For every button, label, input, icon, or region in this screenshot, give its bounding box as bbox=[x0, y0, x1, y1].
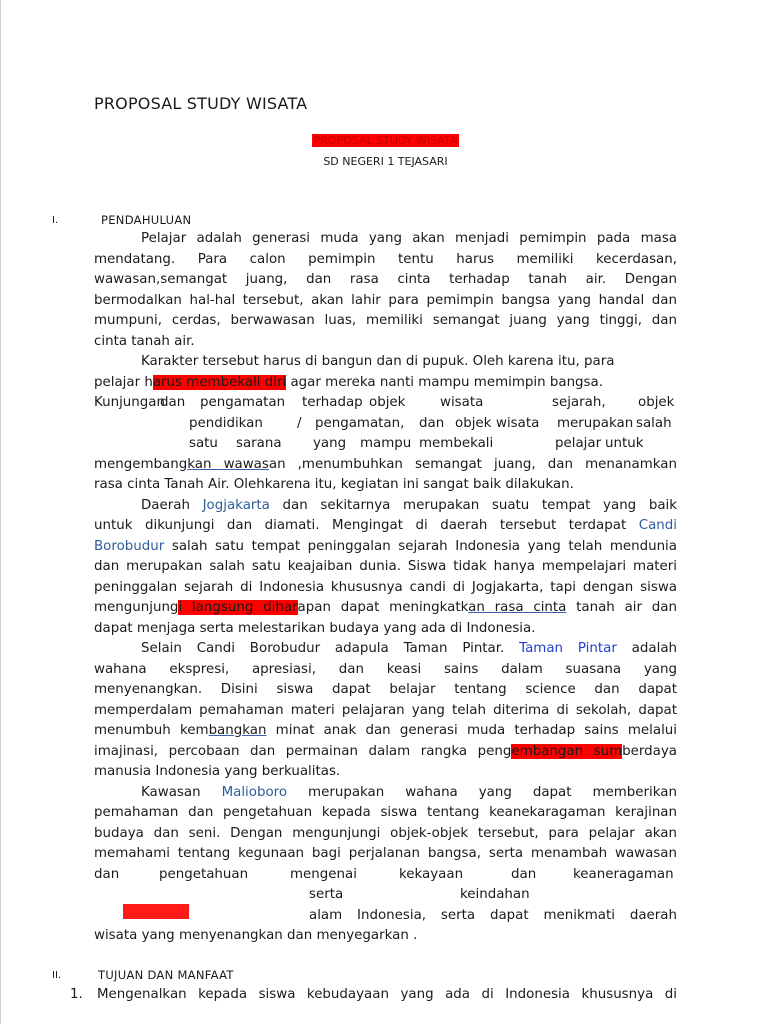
section-number: II. bbox=[52, 970, 62, 981]
text-run: mengembang bbox=[94, 457, 188, 472]
text-run: apan dapat meningkatk bbox=[297, 600, 469, 615]
text-run: tanah air dan bbox=[566, 600, 678, 615]
highlighted-text: i langsung dihar bbox=[178, 600, 298, 615]
underlined-text: kan wawas bbox=[187, 457, 269, 472]
section-heading: TUJUAN DAN MANFAAT bbox=[98, 968, 234, 982]
highlighted-title: PROPOSAL STUDY WISATA bbox=[313, 134, 458, 147]
paragraph-line: memperdalam pemahaman materi pelajaran yang telah diterima di sekolah, dapat bbox=[94, 703, 677, 718]
text-run: minat anak dan generasi muda terhadap sains melalui bbox=[266, 723, 678, 738]
word: dan bbox=[94, 867, 120, 882]
word: sejarah, bbox=[552, 395, 606, 410]
text-run: berdaya bbox=[622, 744, 678, 759]
text-run: untuk dikunjungi dan diamati. Mengingat di daerah tersebut terdapat bbox=[94, 518, 639, 533]
word: dan bbox=[511, 867, 537, 882]
paragraph-line: rasa cinta Tanah Air. Olehkarena itu, kegiatan ini sangat baik dilakukan. bbox=[94, 477, 574, 492]
text-run: Daerah bbox=[141, 498, 203, 513]
place-name: Candi bbox=[638, 518, 677, 533]
place-name: Taman Pintar bbox=[519, 641, 617, 656]
paragraph-line: mendatang. Para calon pemimpin tentu harus memiliki kecerdasan, bbox=[94, 252, 677, 267]
word: membekali bbox=[419, 436, 494, 451]
text-run: imajinasi, percobaan dan permainan dalam rangka peng bbox=[94, 744, 512, 759]
word: merupakan bbox=[557, 416, 634, 431]
word: dan bbox=[160, 395, 186, 410]
paragraph-line bbox=[94, 455, 677, 475]
word: objek bbox=[638, 395, 675, 410]
paragraph-line bbox=[94, 783, 677, 803]
paragraph-line: pemahaman dan pengetahuan kepada siswa tentang keanekaragaman kerajinan bbox=[94, 805, 677, 820]
section-heading: PENDAHULUAN bbox=[101, 213, 192, 227]
paragraph-line: dapat menjaga serta melestarikan budaya yang ada di Indonesia. bbox=[94, 621, 536, 636]
red-highlight-block bbox=[123, 904, 189, 919]
paragraph-line bbox=[94, 496, 677, 516]
word: objek bbox=[455, 416, 492, 431]
word: / bbox=[297, 416, 302, 431]
word: mampu bbox=[360, 436, 412, 451]
word: untuk bbox=[605, 436, 644, 451]
text-run: Selain Candi Borobudur adapula Taman Pintar. bbox=[141, 641, 520, 656]
word: mengenai bbox=[290, 867, 357, 882]
paragraph-line: bermodalkan hal-hal tersebut, akan lahir para pemimpin bangsa yang handal dan bbox=[94, 293, 677, 308]
word: sarana bbox=[236, 436, 282, 451]
text-run: merupakan wahana yang dapat memberikan bbox=[287, 785, 677, 800]
highlighted-text: embangan sum bbox=[511, 744, 623, 759]
paragraph-line: cinta tanah air. bbox=[94, 334, 195, 349]
document-title: PROPOSAL STUDY WISATA bbox=[94, 94, 308, 113]
place-name: Borobudur bbox=[94, 539, 165, 554]
underlined-text: bangkan bbox=[208, 723, 267, 738]
paragraph-line: wisata yang menyenangkan dan menyegarkan . bbox=[94, 928, 418, 943]
paragraph-line: wahana ekspresi, apresiasi, dan keasi sains dalam suasana yang bbox=[94, 662, 677, 677]
paragraph-line bbox=[94, 598, 677, 618]
text-run: mengunjung bbox=[94, 600, 179, 615]
highlighted-text: arus membekali diri bbox=[152, 375, 287, 390]
word: satu bbox=[189, 436, 218, 451]
school-name: SD NEGERI 1 TEJASARI bbox=[323, 155, 448, 168]
paragraph-line: peninggalan sejarah di Indonesia khususnya candi di Jogjakarta, tapi dengan siswa bbox=[94, 580, 677, 595]
paragraph-line bbox=[94, 516, 677, 536]
paragraph-line: alam Indonesia, serta dapat menikmati daerah bbox=[309, 908, 677, 923]
paragraph-line: wawasan,semangat juang, dan rasa cinta terhadap tanah air. Dengan bbox=[94, 272, 677, 287]
word: kekayaan bbox=[399, 867, 464, 882]
paragraph-line: manusia Indonesia yang berkualitas. bbox=[94, 764, 341, 779]
paragraph-line bbox=[94, 537, 677, 557]
text-run: menumbuh kem bbox=[94, 723, 209, 738]
paragraph-line: dan merupakan salah satu keajaiban dunia. Siswa tidak hanya mempelajari materi bbox=[94, 559, 677, 574]
list-item: Mengenalkan kepada siswa kebudayaan yang ada di Indonesia khususnya di bbox=[97, 987, 677, 1002]
paragraph-line: memahami tentang kegunaan bagi perjalanan bangsa, serta menambah wawasan bbox=[94, 846, 677, 861]
word: objek bbox=[369, 395, 406, 410]
paragraph-line: Pelajar adalah generasi muda yang akan menjadi pemimpin pada masa bbox=[141, 231, 677, 246]
word: pengetahuan bbox=[159, 867, 249, 882]
underlined-text: an rasa cinta bbox=[468, 600, 567, 615]
word: salah bbox=[636, 416, 672, 431]
section-number: I. bbox=[52, 215, 59, 226]
paragraph-line bbox=[94, 373, 677, 393]
text-run: agar mereka nanti mampu memimpin bangsa. bbox=[286, 375, 603, 390]
page-edge bbox=[0, 0, 1, 1024]
text-run: salah satu tempat peninggalan sejarah Indonesia yang telah mendunia bbox=[164, 539, 677, 554]
word: yang bbox=[313, 436, 347, 451]
paragraph-line: budaya dan seni. Dengan mengunjungi objek-objek tersebut, para pelajar akan bbox=[94, 826, 677, 841]
paragraph-line bbox=[94, 639, 677, 659]
word: wisata bbox=[496, 416, 540, 431]
word: serta bbox=[309, 887, 344, 902]
word: keindahan bbox=[460, 887, 530, 902]
text-run: adalah bbox=[616, 641, 678, 656]
word: Kunjungan bbox=[94, 395, 165, 410]
word: keaneragaman bbox=[573, 867, 674, 882]
word: pengamatan, bbox=[315, 416, 405, 431]
word: pelajar bbox=[555, 436, 602, 451]
word: dan bbox=[419, 416, 445, 431]
paragraph-line bbox=[94, 742, 677, 762]
text-run: dan sekitarnya merupakan suatu tempat yang baik bbox=[269, 498, 678, 513]
list-number: 1. bbox=[70, 987, 83, 1002]
text-run: Kawasan bbox=[141, 785, 222, 800]
paragraph-line bbox=[94, 721, 677, 741]
paragraph-line: mumpuni, cerdas, berwawasan luas, memiliki semangat juang yang tinggi, dan bbox=[94, 313, 677, 328]
word: terhadap bbox=[302, 395, 363, 410]
paragraph-line: menyenangkan. Disini siswa dapat belajar tentang science dan dapat bbox=[94, 682, 677, 697]
place-name: Malioboro bbox=[221, 785, 288, 800]
word: wisata bbox=[440, 395, 484, 410]
text-run: an ,menumbuhkan semangat juang, dan menanamkan bbox=[268, 457, 677, 472]
paragraph-line: Karakter tersebut harus di bangun dan di pupuk. Oleh karena itu, para bbox=[141, 354, 615, 369]
highlighted-title-line bbox=[94, 134, 677, 147]
place-name: Jogjakarta bbox=[202, 498, 270, 513]
word: pendidikan bbox=[189, 416, 263, 431]
word: pengamatan bbox=[200, 395, 286, 410]
text-run: pelajar h bbox=[94, 375, 153, 390]
